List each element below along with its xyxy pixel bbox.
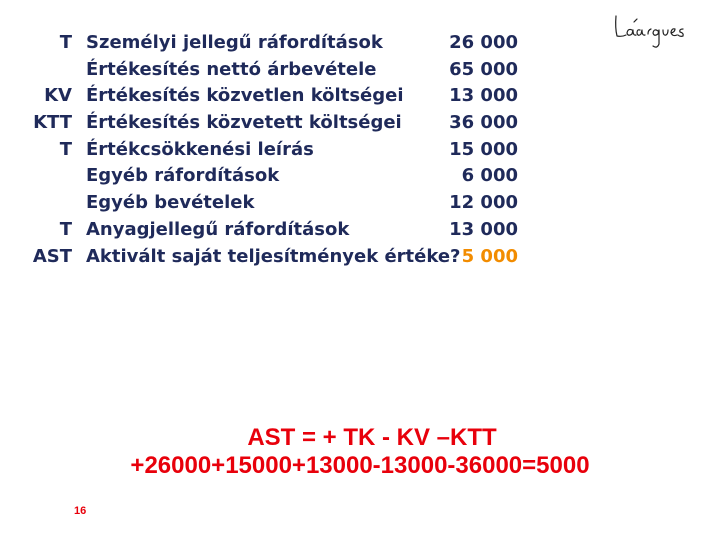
list-item xyxy=(0,137,720,164)
item-label: Értékesítés közvetlen költségei xyxy=(86,85,404,107)
list-item xyxy=(0,83,720,110)
list-item xyxy=(0,244,720,271)
item-code: KTT xyxy=(33,112,72,134)
cost-items-list xyxy=(0,30,720,270)
item-label: Aktivált saját teljesítmények értéke? xyxy=(86,245,461,267)
item-code: AST xyxy=(32,245,72,267)
item-amount: 13 000 xyxy=(449,85,518,107)
item-label: Értékcsökkenési leírás xyxy=(86,138,314,160)
item-amount: 26 000 xyxy=(449,32,518,53)
item-amount-highlight: 5 000 xyxy=(461,245,518,267)
item-label: Személyi jellegű ráfordítások xyxy=(86,32,383,53)
item-amount: 13 000 xyxy=(449,218,518,240)
list-item xyxy=(0,217,720,244)
item-amount: 12 000 xyxy=(449,192,518,214)
item-code: T xyxy=(59,32,72,53)
item-amount: 15 000 xyxy=(449,138,518,160)
item-label: Egyéb ráfordítások xyxy=(86,165,280,187)
item-label: Értékesítés nettó árbevétele xyxy=(86,58,377,80)
formula-line-1: AST = + TK - KV –KTT xyxy=(247,424,497,451)
item-amount: 36 000 xyxy=(449,112,518,134)
item-code: T xyxy=(59,138,72,160)
item-label: Egyéb bevételek xyxy=(86,192,255,214)
item-label: Anyagjellegű ráfordítások xyxy=(86,218,350,240)
list-item xyxy=(0,163,720,190)
list-item xyxy=(0,190,720,217)
list-item xyxy=(0,110,720,137)
item-code: T xyxy=(59,218,72,240)
formula-line-2: +26000+15000+13000-13000-36000=5000 xyxy=(130,452,590,479)
item-code: KV xyxy=(44,85,72,107)
item-label: Értékesítés közvetett költségei xyxy=(86,112,402,134)
list-item xyxy=(0,57,720,84)
handwritten-signature-icon xyxy=(612,10,696,50)
item-amount: 6 000 xyxy=(461,165,518,187)
page-number: 16 xyxy=(74,505,87,517)
item-amount: 65 000 xyxy=(449,58,518,80)
